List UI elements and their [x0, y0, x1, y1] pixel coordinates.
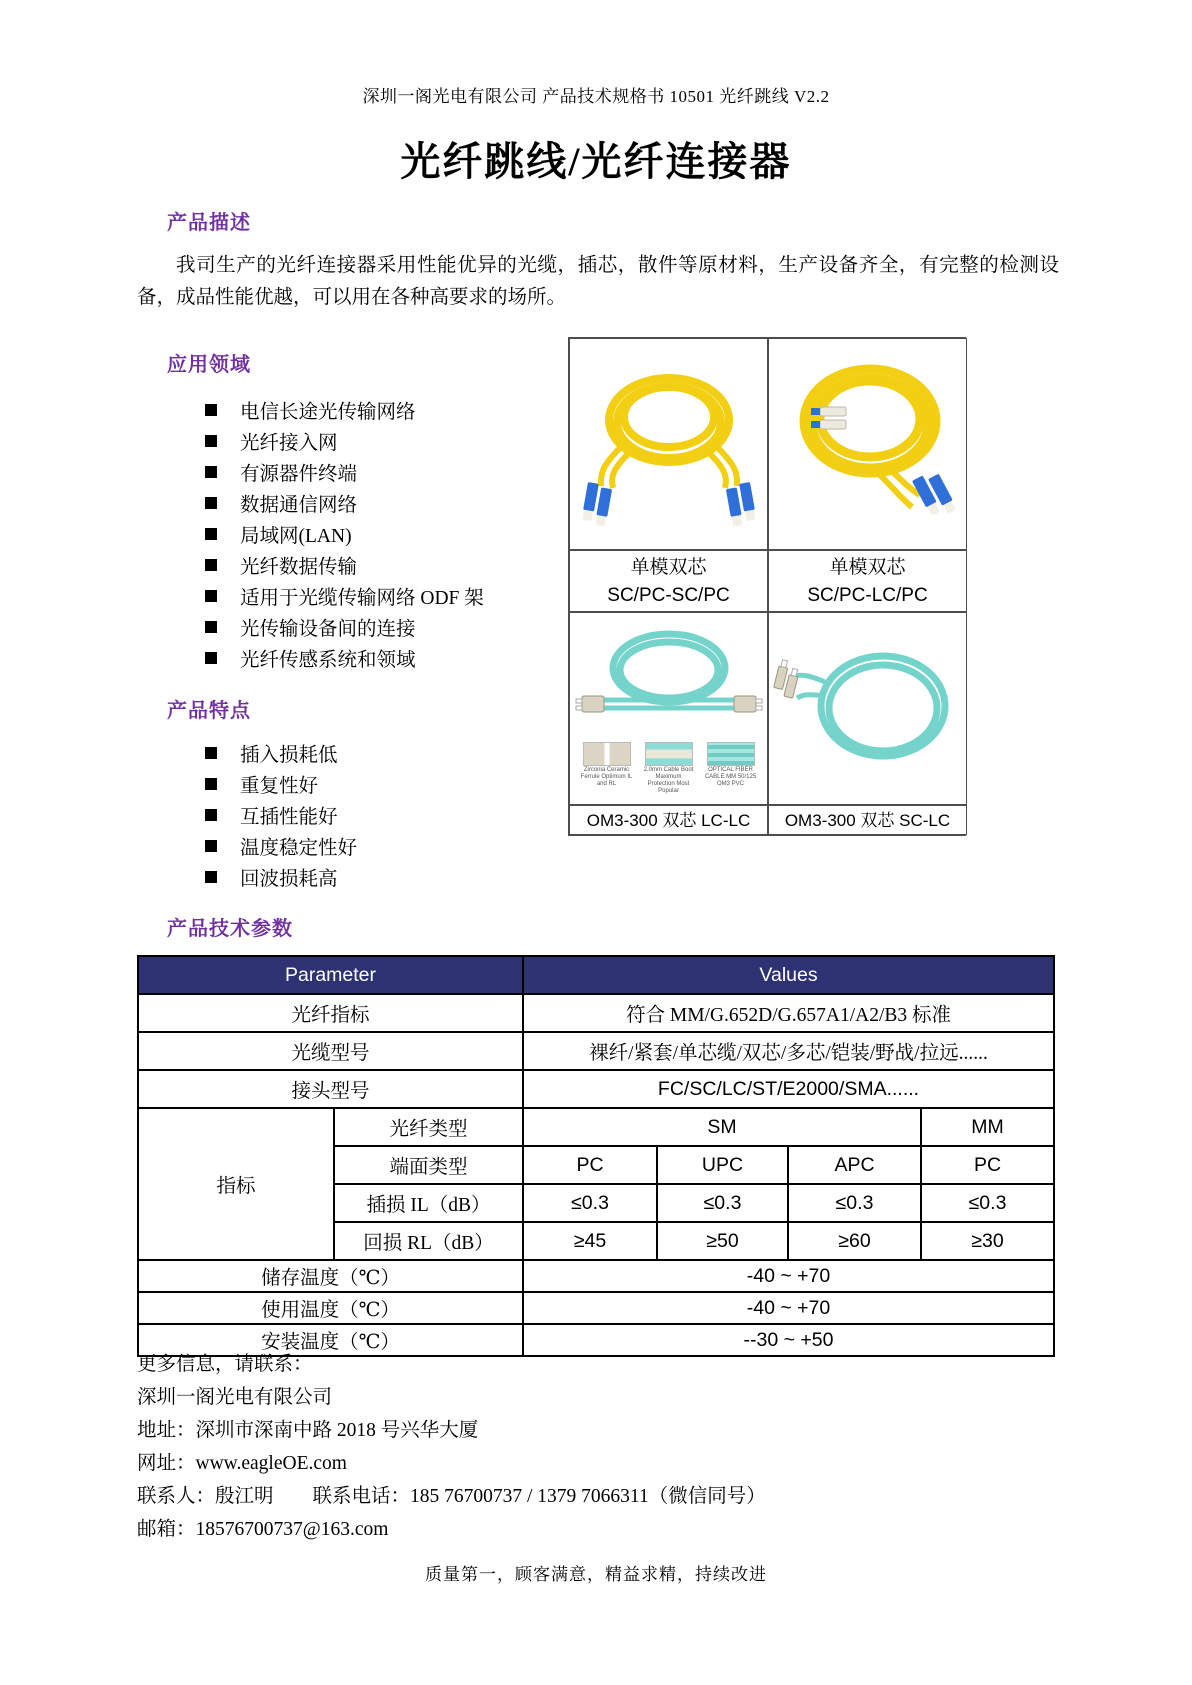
list-item-label: 光纤接入网: [240, 432, 338, 454]
description-paragraph: 我司生产的光纤连接器采用性能优异的光缆，插芯，散件等原材料，生产设备齐全，有完整的检测设备，成品性能优越，可以用在各种高要求的场所。: [137, 255, 1059, 308]
spec-table-container: [137, 955, 1055, 1357]
caption-model: OM3-300 双芯 SC-LC: [784, 811, 951, 830]
value-cell: SM: [523, 1108, 921, 1146]
photo-caption: [569, 805, 768, 835]
list-item: [205, 580, 484, 611]
section-heading-features: 产品特点: [167, 700, 251, 722]
square-bullet-icon: [205, 778, 217, 790]
list-item-label: 局域网(LAN): [240, 525, 352, 547]
product-photo-cell: [768, 338, 967, 550]
square-bullet-icon: [205, 809, 217, 821]
fiber-cable-inset-image: [707, 742, 755, 766]
square-bullet-icon: [205, 871, 217, 883]
square-bullet-icon: [205, 559, 217, 571]
spec-table: [137, 955, 1055, 1357]
contact-address: 地址：深圳市深南中路 2018 号兴华大厦: [137, 1420, 479, 1441]
value-cell: MM: [921, 1108, 1054, 1146]
section-heading-specs: 产品技术参数: [167, 918, 293, 940]
list-item: [205, 549, 484, 580]
list-item-label: 电信长途光传输网络: [240, 401, 416, 423]
caption-mode: 单模双芯: [829, 557, 906, 578]
cable-boot-inset-image: [645, 742, 693, 766]
square-bullet-icon: [205, 621, 217, 633]
product-image-table: [568, 337, 966, 836]
section-heading-description: 产品描述: [167, 212, 251, 234]
list-item: [205, 518, 484, 549]
product-photo-cell: [768, 612, 967, 805]
square-bullet-icon: [205, 497, 217, 509]
list-item: [205, 799, 357, 830]
sub-param-cell: 端面类型: [334, 1146, 523, 1184]
list-item: [205, 487, 484, 518]
table-row: [138, 1070, 1054, 1108]
list-item: [205, 768, 357, 799]
param-cell: 储存温度（℃）: [138, 1260, 523, 1292]
value-cell: 符合 MM/G.652D/G.657A1/A2/B3 标准: [523, 994, 1054, 1032]
table-row: [138, 1108, 1054, 1146]
square-bullet-icon: [205, 435, 217, 447]
value-cell: ≤0.3: [523, 1184, 657, 1222]
photo-inset: [704, 742, 758, 795]
contact-block: [137, 1348, 766, 1546]
inset-caption: 2.0mm Cable Boot Maximum Protection Most Popular: [643, 767, 694, 794]
om3-duplex-lc-lc-patch-cord-image: [574, 622, 764, 738]
product-photo-cell: [569, 338, 768, 550]
header-cell-values: Values: [523, 956, 1054, 994]
table-row: [138, 1292, 1054, 1324]
sub-param-cell: 光纤类型: [334, 1108, 523, 1146]
value-cell: ≥45: [523, 1222, 657, 1260]
header-cell-parameter: Parameter: [138, 956, 523, 994]
value-cell: ≤0.3: [788, 1184, 921, 1222]
value-cell: ≥60: [788, 1222, 921, 1260]
page-title: 光纤跳线/光纤连接器: [400, 139, 792, 184]
document-footer: 质量第一，顾客满意，精益求精，持续改进: [425, 1565, 767, 1584]
caption-connectors: SC/PC-SC/PC: [607, 585, 730, 606]
square-bullet-icon: [205, 528, 217, 540]
value-cell: ≥30: [921, 1222, 1054, 1260]
value-cell: 裸纤/紧套/单芯缆/双芯/多芯/铠装/野战/拉远......: [523, 1032, 1054, 1070]
list-item: [205, 861, 357, 892]
value-cell: UPC: [657, 1146, 788, 1184]
value-cell: ≤0.3: [657, 1184, 788, 1222]
value-cell: -40 ~ +70: [523, 1292, 1054, 1324]
list-item-label: 光传输设备间的连接: [240, 618, 416, 640]
list-item-label: 回波损耗高: [240, 868, 338, 890]
value-cell: ≥50: [657, 1222, 788, 1260]
list-item: [205, 456, 484, 487]
square-bullet-icon: [205, 652, 217, 664]
contact-intro: 更多信息，请联系：: [137, 1354, 313, 1375]
value-cell: --30 ~ +50: [523, 1324, 1054, 1356]
square-bullet-icon: [205, 747, 217, 759]
caption-connectors: SC/PC-LC/PC: [807, 585, 928, 606]
inset-caption: OPTICAL FIBER CABLE MM 50/125 OM3 PVC: [704, 767, 757, 787]
table-row: [138, 1032, 1054, 1070]
product-photo-cell: [569, 612, 768, 805]
list-item-label: 有源器件终端: [240, 463, 358, 485]
inset-caption: Zirconia Ceramic Ferrule Optimum IL and RL: [580, 767, 633, 787]
square-bullet-icon: [205, 466, 217, 478]
value-cell: -40 ~ +70: [523, 1260, 1054, 1292]
photo-inset-row: [580, 742, 758, 795]
param-cell: 接头型号: [138, 1070, 523, 1108]
list-item: [205, 425, 484, 456]
param-cell: 光缆型号: [138, 1032, 523, 1070]
ferrule-inset-image: [583, 742, 631, 766]
param-cell: 光纤指标: [138, 994, 523, 1032]
square-bullet-icon: [205, 840, 217, 852]
photo-caption: [569, 550, 768, 612]
value-cell: FC/SC/LC/ST/E2000/SMA......: [523, 1070, 1054, 1108]
photo-caption: [768, 805, 967, 835]
square-bullet-icon: [205, 590, 217, 602]
value-cell: APC: [788, 1146, 921, 1184]
features-list: [205, 737, 357, 892]
value-cell: PC: [921, 1146, 1054, 1184]
param-cell: 安装温度（℃）: [138, 1324, 523, 1356]
applications-list: [205, 394, 484, 673]
param-cell: 使用温度（℃）: [138, 1292, 523, 1324]
photo-inset: [642, 742, 696, 795]
sub-param-cell: 插损 IL（dB）: [334, 1184, 523, 1222]
list-item-label: 互插性能好: [240, 806, 338, 828]
list-item-label: 适用于光缆传输网络 ODF 架: [240, 587, 484, 609]
value-cell: ≤0.3: [921, 1184, 1054, 1222]
list-item-label: 重复性好: [240, 775, 319, 797]
list-item-label: 光纤传感系统和领域: [240, 649, 416, 671]
square-bullet-icon: [205, 404, 217, 416]
list-item-label: 插入损耗低: [240, 744, 338, 766]
table-header-row: [138, 956, 1054, 994]
document-header: 深圳一阁光电有限公司 产品技术规格书 10501 光纤跳线 V2.2: [362, 87, 830, 106]
list-item-label: 数据通信网络: [240, 494, 358, 516]
photo-caption: [768, 550, 967, 612]
list-item-label: 温度稳定性好: [240, 837, 358, 859]
list-item: [205, 611, 484, 642]
contact-person-phone: 联系人：殷江明 联系电话：185 76700737 / 1379 7066311（微信同号）: [137, 1486, 766, 1507]
photo-inset: [580, 742, 634, 795]
table-row: [138, 994, 1054, 1032]
contact-company: 深圳一阁光电有限公司: [137, 1387, 333, 1408]
single-mode-duplex-sc-sc-patch-cord-image: [574, 354, 764, 534]
sub-param-cell: 回损 RL（dB）: [334, 1222, 523, 1260]
contact-email: 邮箱：18576700737@163.com: [137, 1519, 389, 1540]
single-mode-duplex-sc-lc-patch-cord-image: [770, 349, 965, 539]
indicator-group-cell: 指标: [138, 1108, 334, 1260]
list-item: [205, 737, 357, 768]
om3-duplex-sc-lc-patch-cord-image: [773, 624, 963, 794]
contact-website: 网址：www.eagleOE.com: [137, 1453, 347, 1474]
caption-model: OM3-300 双芯 LC-LC: [586, 811, 751, 830]
value-cell: PC: [523, 1146, 657, 1184]
list-item-label: 光纤数据传输: [240, 556, 358, 578]
section-heading-applications: 应用领域: [167, 354, 251, 376]
list-item: [205, 830, 357, 861]
list-item: [205, 642, 484, 673]
list-item: [205, 394, 484, 425]
table-row: [138, 1260, 1054, 1292]
caption-mode: 单模双芯: [630, 557, 707, 578]
